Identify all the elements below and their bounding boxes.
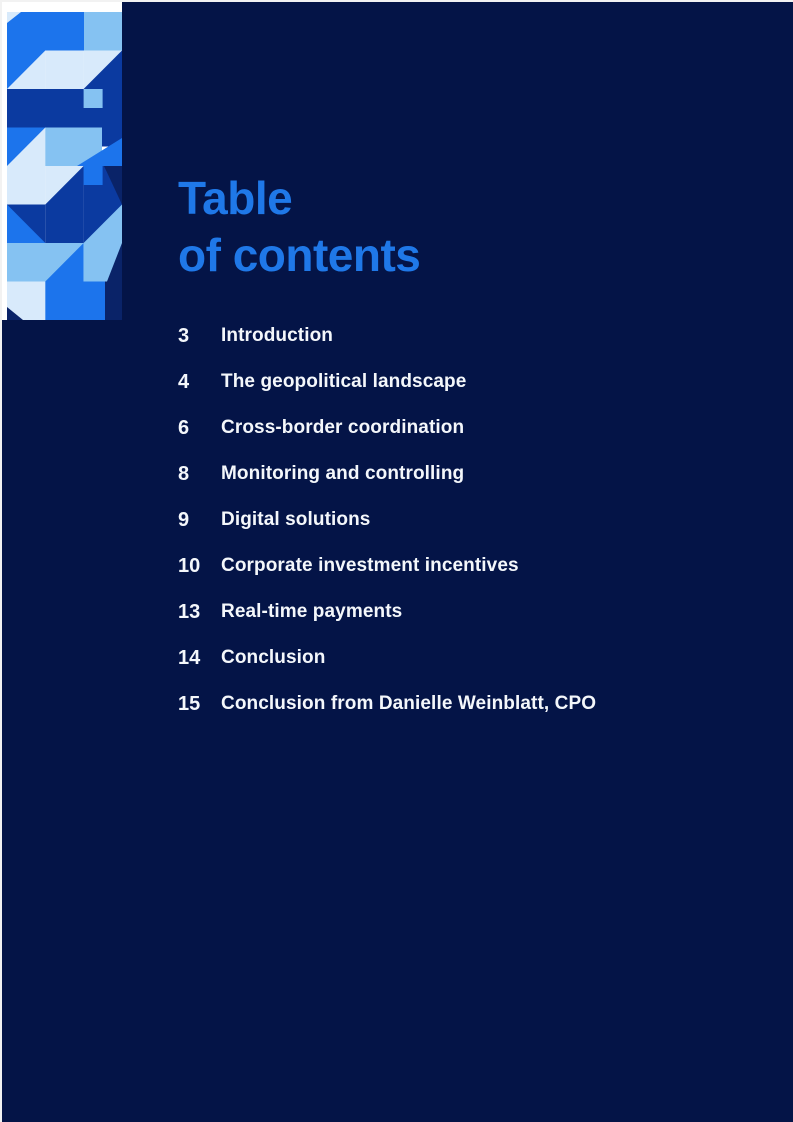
toc-entry-title: The geopolitical landscape xyxy=(221,371,467,392)
page-title xyxy=(178,170,420,284)
toc-entry[interactable] xyxy=(178,462,738,508)
toc-entry-title: Introduction xyxy=(221,325,334,346)
toc-entry[interactable] xyxy=(178,370,738,416)
toc-list xyxy=(178,324,738,738)
toc-page-number: 6 xyxy=(178,417,190,439)
toc-entry-title: Corporate investment incentives xyxy=(221,555,519,576)
toc-entry[interactable] xyxy=(178,554,738,600)
geometric-mosaic-pattern xyxy=(2,2,122,320)
toc-page-number: 3 xyxy=(178,325,190,347)
toc-entry-title: Monitoring and controlling xyxy=(221,463,465,484)
page-title-line2: of contents xyxy=(178,229,421,281)
toc-entry-title: Cross-border coordination xyxy=(221,417,465,438)
toc-entry-title: Real-time payments xyxy=(221,601,403,622)
toc-page-number: 9 xyxy=(178,509,190,531)
mosaic-triangles-icon xyxy=(7,12,122,320)
toc-page-number: 10 xyxy=(178,555,201,577)
toc-entry[interactable] xyxy=(178,600,738,646)
toc-entry-title: Conclusion from Danielle Weinblatt, CPO xyxy=(221,693,597,714)
page-title-line1: Table xyxy=(178,172,293,224)
toc-page-number: 14 xyxy=(178,647,201,669)
toc-entry[interactable] xyxy=(178,508,738,554)
toc-entry[interactable] xyxy=(178,416,738,462)
toc-entry-title: Digital solutions xyxy=(221,509,371,530)
toc-entry-title: Conclusion xyxy=(221,647,326,668)
toc-page-number: 8 xyxy=(178,463,190,485)
toc-entry[interactable] xyxy=(178,324,738,370)
toc-entry[interactable] xyxy=(178,646,738,692)
toc-page-number: 15 xyxy=(178,693,201,715)
toc-entry[interactable] xyxy=(178,692,738,738)
toc-page-number: 4 xyxy=(178,371,190,393)
toc-page-number: 13 xyxy=(178,601,201,623)
